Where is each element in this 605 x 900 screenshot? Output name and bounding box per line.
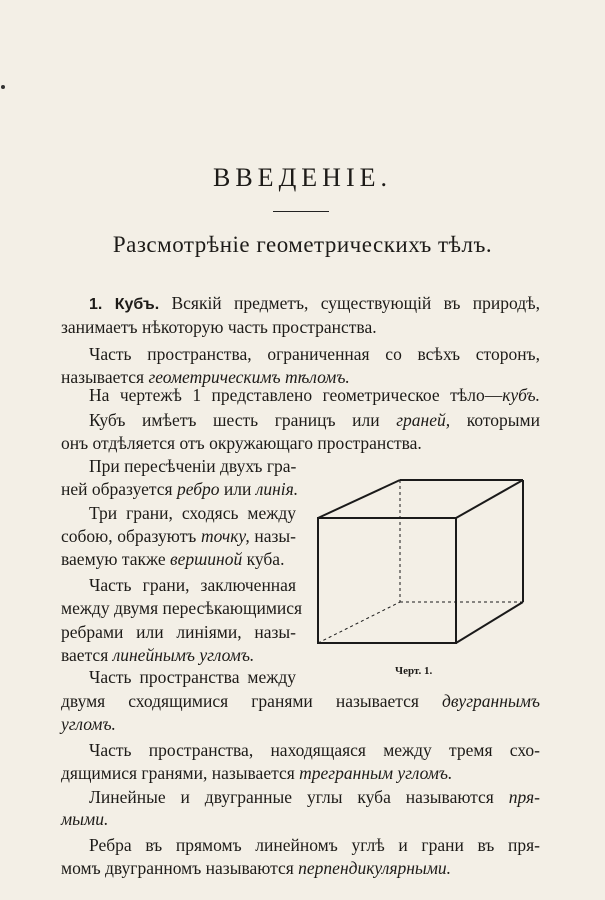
- paragraph-line: Кубъ имѣетъ шесть границъ или граней, которыми: [89, 410, 540, 430]
- term: угломъ.: [61, 714, 116, 734]
- paragraph-line: онъ отдѣляется отъ окружающаго пространства.: [61, 433, 422, 453]
- cube-front-face: [318, 518, 456, 643]
- term: граней,: [396, 410, 451, 430]
- paragraph-line: Часть пространства, находящаяся между тремя схо-: [89, 740, 540, 760]
- term: пря-: [508, 787, 540, 807]
- paragraph-line: 1. Кубъ. Всякій предметъ, существующій въ природѣ,: [89, 293, 541, 313]
- term: линейнымъ угломъ.: [112, 645, 255, 665]
- paragraph-line: между двумя пересѣкающимися: [61, 598, 303, 618]
- paragraph-line: дящимися гранями, называется трегранным угломъ.: [61, 763, 453, 783]
- paragraph-line: Часть пространства, ограниченная со всѣхъ сторонъ,: [89, 344, 540, 364]
- term: кубъ.: [502, 385, 540, 405]
- paragraph-line: собою, образуютъ точку, назы-: [61, 526, 296, 546]
- paragraph-line: ней образуется ребро или линія.: [61, 479, 299, 499]
- term: перпендикулярными.: [298, 858, 452, 878]
- heading-rule: [273, 211, 329, 212]
- paragraph-line: Линейные и двугранные углы куба называются пря-: [89, 787, 540, 807]
- paragraph-line: ваемую также вершиной куба.: [61, 549, 285, 569]
- chapter-heading: ВВЕДЕНІЕ.: [213, 163, 392, 192]
- paragraph-line: Часть пространства между: [89, 667, 296, 687]
- paragraph-line: ребрами или линіями, назы-: [61, 622, 296, 642]
- paragraph-line: Часть грани, заключенная: [89, 575, 296, 595]
- figure-caption: Черт. 1.: [395, 665, 433, 677]
- cube-figure: [313, 478, 528, 648]
- term: трегранным угломъ.: [299, 763, 453, 783]
- term: вершиной: [169, 549, 243, 569]
- paragraph-line: двумя сходящимися гранями называется двуграннымъ: [61, 691, 540, 711]
- paragraph-line: момъ двугранномъ называются перпендикулярными.: [61, 858, 452, 878]
- section-number: 1. Кубъ.: [89, 296, 160, 313]
- cube-edge: [456, 602, 523, 643]
- term: геометрическимъ тѣломъ.: [148, 367, 350, 387]
- paragraph-line: называется геометрическимъ тѣломъ.: [61, 367, 350, 387]
- term: точку,: [200, 526, 250, 546]
- paragraph-line: [61, 713, 540, 735]
- ink-spot: [1, 85, 5, 89]
- cube-hidden-edge: [318, 602, 400, 643]
- term: линія.: [255, 479, 299, 499]
- section-heading: Разсмотрѣніе геометрическихъ тѣлъ.: [112, 232, 493, 257]
- term: ребро: [176, 479, 220, 499]
- cube-edge: [318, 480, 400, 518]
- paragraph-line: Три грани, сходясь между: [89, 503, 296, 523]
- term: двуграннымъ: [441, 691, 540, 711]
- paragraph-line: занимаетъ нѣкоторую часть пространства.: [61, 317, 377, 337]
- paragraph-line: Ребра въ прямомъ линейномъ углѣ и грани въ пря-: [89, 835, 540, 855]
- paragraph-line: [61, 808, 540, 830]
- cube-edge: [456, 480, 523, 518]
- paragraph-line: вается линейнымъ угломъ.: [61, 645, 255, 665]
- paragraph-line: При пересѣченіи двухъ гра-: [89, 456, 297, 476]
- paragraph-line: На чертежѣ 1 представлено геометрическое тѣло—кубъ.: [89, 385, 540, 405]
- term: мыми.: [61, 809, 109, 829]
